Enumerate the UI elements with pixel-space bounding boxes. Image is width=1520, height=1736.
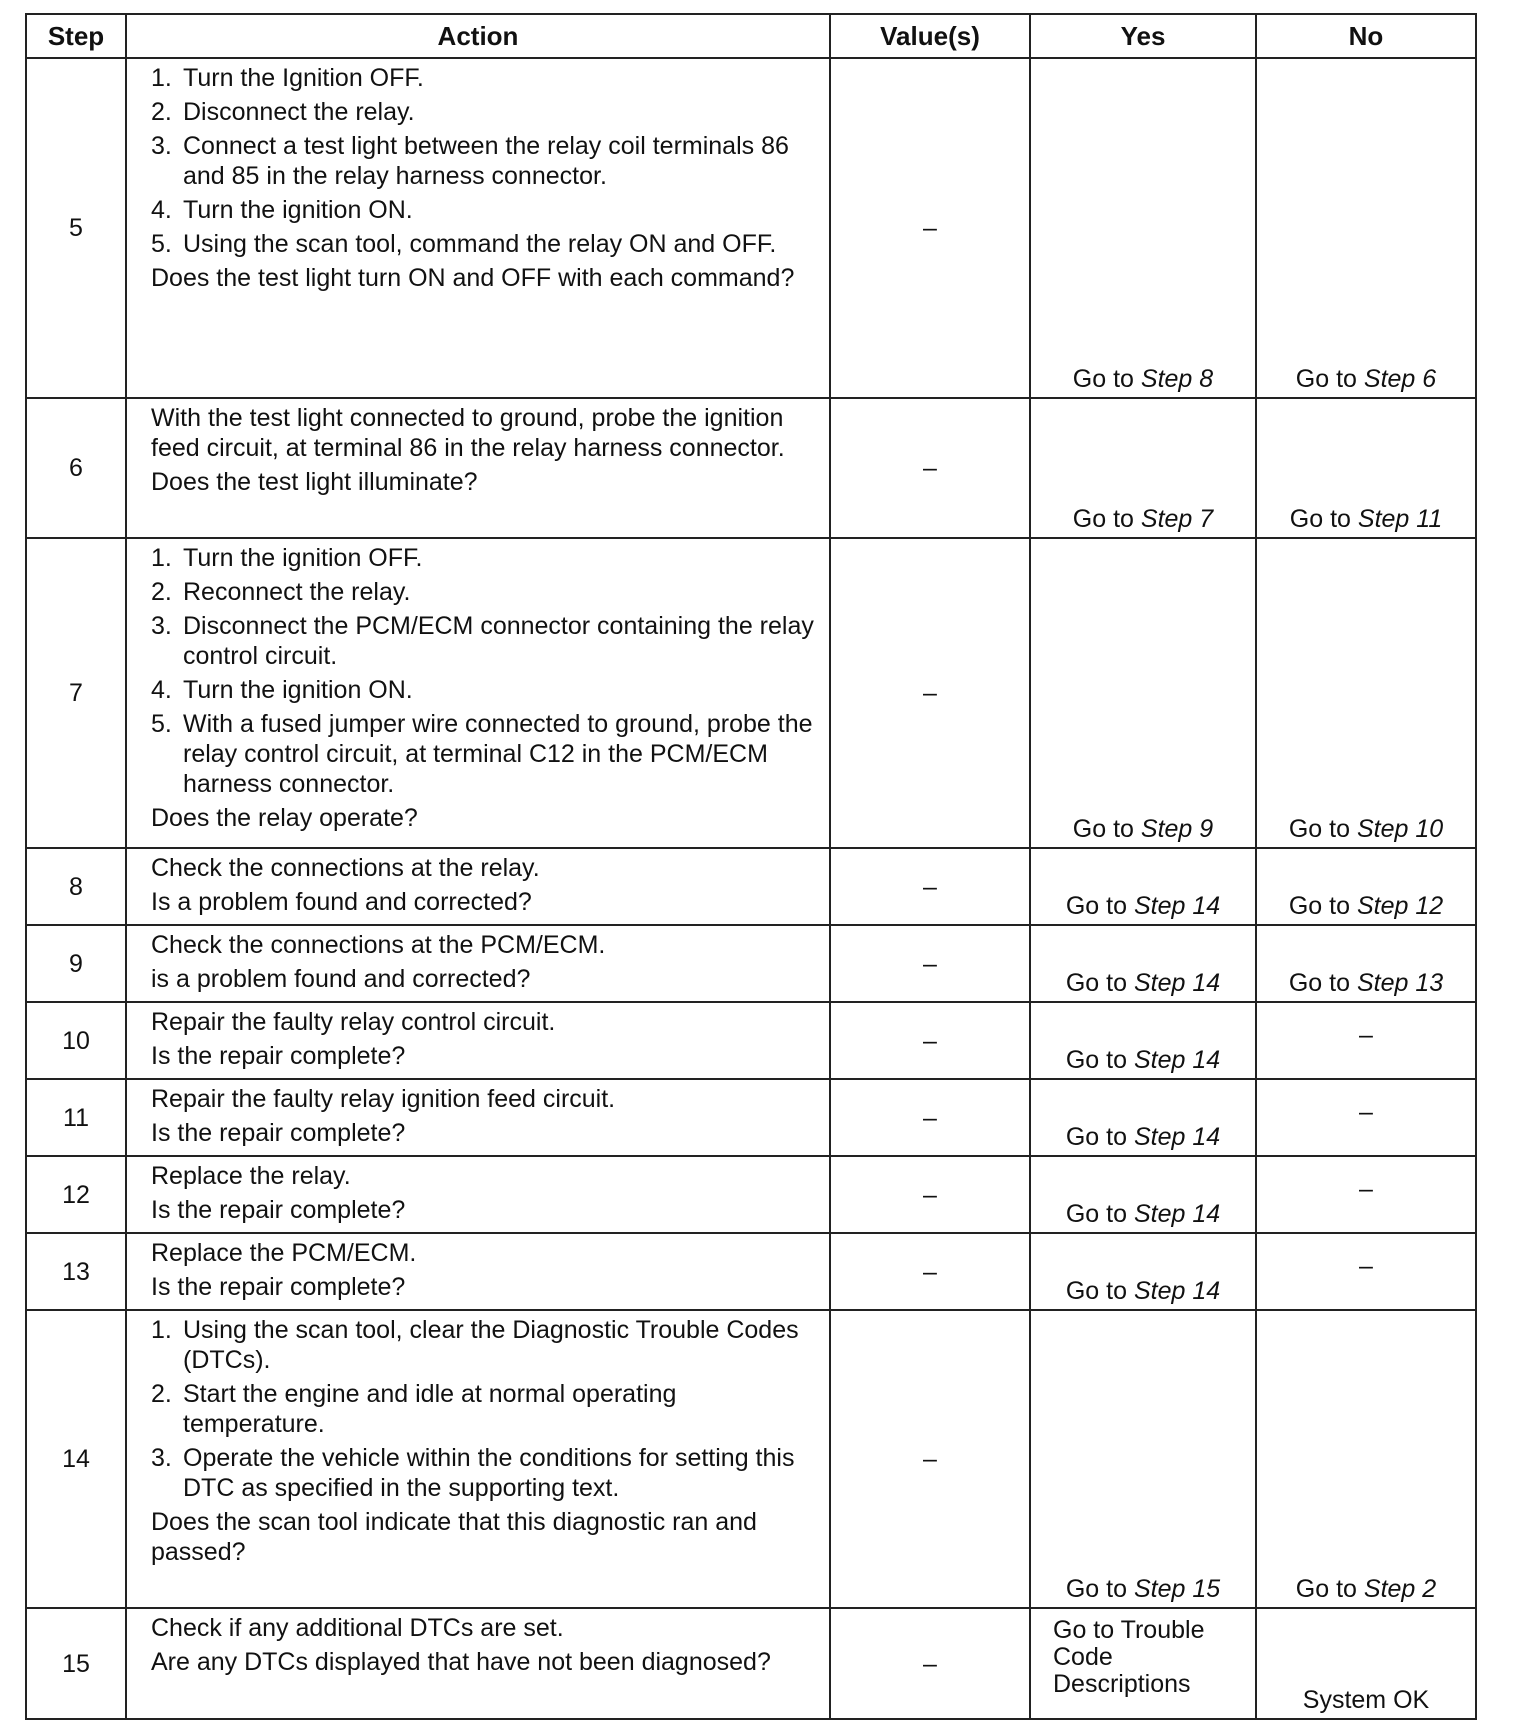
action-item: 2. Reconnect the relay.	[151, 578, 411, 606]
no-system-ok: System OK	[1302, 1686, 1430, 1714]
action-cell	[126, 1608, 830, 1719]
action-item: 1. Using the scan tool, clear the Diagnostic Trouble Codes (DTCs).	[151, 1316, 799, 1374]
action-item: 4. Turn the ignition ON.	[151, 196, 413, 224]
table-row	[26, 1310, 1476, 1608]
no-goto: Go to Step 11	[1289, 505, 1443, 533]
yes-cell	[1030, 1310, 1256, 1608]
action-question: Is the repair complete?	[151, 1273, 406, 1301]
table-row	[26, 1233, 1476, 1310]
step-number: 12	[26, 1156, 126, 1233]
action-text: Repair the faulty relay control circuit.	[151, 1008, 556, 1036]
yes-goto: Go to Step 15	[1065, 1575, 1221, 1603]
action-text: Repair the faulty relay ignition feed circuit.	[151, 1085, 616, 1113]
action-question: Does the relay operate?	[151, 804, 418, 832]
yes-cell	[1030, 1079, 1256, 1156]
step-number: 7	[26, 538, 126, 848]
yes-goto-trouble-codes: Go to Trouble Code Descriptions	[1053, 1616, 1205, 1698]
action-text: Check the connections at the PCM/ECM.	[151, 931, 606, 959]
no-cell	[1256, 398, 1476, 538]
action-text: Replace the PCM/ECM.	[151, 1239, 417, 1267]
action-text: Replace the relay.	[151, 1162, 351, 1190]
diagnostic-table	[25, 13, 1477, 1720]
no-dash: –	[1359, 1174, 1373, 1203]
value-cell: –	[830, 538, 1030, 848]
no-cell	[1256, 1310, 1476, 1608]
action-item: 1. Turn the Ignition OFF.	[151, 64, 424, 92]
yes-cell	[1030, 1002, 1256, 1079]
yes-goto: Go to Step 8	[1072, 365, 1214, 393]
no-cell	[1256, 538, 1476, 848]
header-no: No	[1256, 14, 1476, 58]
value-cell: –	[830, 1002, 1030, 1079]
action-item: 3. Operate the vehicle within the conditions for setting this DTC as specified in the supporting text.	[151, 1444, 795, 1502]
action-cell	[126, 1310, 830, 1608]
table-row	[26, 1156, 1476, 1233]
action-question: Does the scan tool indicate that this diagnostic ran and passed?	[151, 1508, 757, 1566]
table-row	[26, 1608, 1476, 1719]
step-number: 11	[26, 1079, 126, 1156]
step-number: 13	[26, 1233, 126, 1310]
header-values: Value(s)	[830, 14, 1030, 58]
action-item: 1. Turn the ignition OFF.	[151, 544, 423, 572]
step-number: 8	[26, 848, 126, 925]
no-cell	[1256, 848, 1476, 925]
action-cell	[126, 1233, 830, 1310]
table-row	[26, 538, 1476, 848]
action-question: Are any DTCs displayed that have not been diagnosed?	[151, 1648, 771, 1676]
value-cell: –	[830, 1310, 1030, 1608]
no-goto: Go to Step 2	[1295, 1575, 1437, 1603]
no-cell	[1256, 1002, 1476, 1079]
action-question: Is the repair complete?	[151, 1119, 406, 1147]
yes-goto: Go to Step 7	[1072, 505, 1214, 533]
action-cell	[126, 1156, 830, 1233]
yes-goto: Go to Step 9	[1072, 815, 1214, 843]
action-cell	[126, 398, 830, 538]
diagnostic-table-container	[25, 13, 1477, 1720]
action-question: Does the test light turn ON and OFF with each command?	[151, 264, 795, 292]
table-row	[26, 398, 1476, 538]
header-step: Step	[26, 14, 126, 58]
no-cell	[1256, 58, 1476, 398]
action-question: Does the test light illuminate?	[151, 468, 478, 496]
no-cell	[1256, 925, 1476, 1002]
yes-cell	[1030, 1233, 1256, 1310]
no-goto: Go to Step 13	[1288, 969, 1444, 997]
no-goto: Go to Step 12	[1288, 892, 1444, 920]
yes-cell	[1030, 538, 1256, 848]
action-text: With the test light connected to ground, probe the ignition feed circuit, at terminal 86 in the relay harness connector.	[151, 404, 785, 462]
yes-goto: Go to Step 14	[1065, 1200, 1221, 1228]
value-cell: –	[830, 58, 1030, 398]
action-item: 2. Start the engine and idle at normal operating temperature.	[151, 1380, 677, 1438]
yes-goto: Go to Step 14	[1065, 1046, 1221, 1074]
table-row	[26, 1002, 1476, 1079]
action-item: 5. Using the scan tool, command the relay ON and OFF.	[151, 230, 777, 258]
step-number: 10	[26, 1002, 126, 1079]
action-item: 4. Turn the ignition ON.	[151, 676, 413, 704]
header-action: Action	[126, 14, 830, 58]
action-cell	[126, 1002, 830, 1079]
value-cell: –	[830, 1233, 1030, 1310]
table-row	[26, 925, 1476, 1002]
action-question: Is a problem found and corrected?	[151, 888, 532, 916]
action-cell	[126, 58, 830, 398]
action-cell	[126, 1079, 830, 1156]
no-dash: –	[1359, 1020, 1373, 1049]
no-dash: –	[1359, 1097, 1373, 1126]
step-number: 6	[26, 398, 126, 538]
yes-goto: Go to Step 14	[1065, 1123, 1221, 1151]
value-cell: –	[830, 1079, 1030, 1156]
action-item: 5. With a fused jumper wire connected to ground, probe the relay control circuit, at terminal C12 in the PCM/ECM harness connector.	[151, 710, 813, 798]
action-item: 2. Disconnect the relay.	[151, 98, 415, 126]
action-cell	[126, 925, 830, 1002]
value-cell: –	[830, 398, 1030, 538]
table-row	[26, 58, 1476, 398]
yes-goto: Go to Step 14	[1065, 1277, 1221, 1305]
no-dash: –	[1359, 1251, 1373, 1280]
yes-cell	[1030, 925, 1256, 1002]
yes-cell	[1030, 1608, 1256, 1719]
step-number: 5	[26, 58, 126, 398]
value-cell: –	[830, 925, 1030, 1002]
action-cell	[126, 848, 830, 925]
no-cell	[1256, 1079, 1476, 1156]
action-item: 3. Connect a test light between the relay coil terminals 86 and 85 in the relay harness connector.	[151, 132, 789, 190]
yes-goto: Go to Step 14	[1065, 969, 1221, 997]
no-cell	[1256, 1233, 1476, 1310]
header-row	[26, 14, 1476, 58]
table-row	[26, 1079, 1476, 1156]
yes-cell	[1030, 848, 1256, 925]
yes-cell	[1030, 398, 1256, 538]
step-number: 15	[26, 1608, 126, 1719]
no-goto: Go to Step 10	[1288, 815, 1444, 843]
yes-cell	[1030, 1156, 1256, 1233]
action-question: Is the repair complete?	[151, 1196, 406, 1224]
step-number: 14	[26, 1310, 126, 1608]
value-cell: –	[830, 1156, 1030, 1233]
yes-goto: Go to Step 14	[1065, 892, 1221, 920]
action-question: Is the repair complete?	[151, 1042, 406, 1070]
action-item: 3. Disconnect the PCM/ECM connector containing the relay control circuit.	[151, 612, 814, 670]
no-goto: Go to Step 6	[1295, 365, 1437, 393]
no-cell	[1256, 1156, 1476, 1233]
action-text: Check if any additional DTCs are set.	[151, 1614, 564, 1642]
value-cell: –	[830, 1608, 1030, 1719]
yes-cell	[1030, 58, 1256, 398]
action-question: is a problem found and corrected?	[151, 965, 531, 993]
action-cell	[126, 538, 830, 848]
no-cell	[1256, 1608, 1476, 1719]
action-text: Check the connections at the relay.	[151, 854, 540, 882]
header-yes: Yes	[1030, 14, 1256, 58]
step-number: 9	[26, 925, 126, 1002]
value-cell: –	[830, 848, 1030, 925]
table-row	[26, 848, 1476, 925]
